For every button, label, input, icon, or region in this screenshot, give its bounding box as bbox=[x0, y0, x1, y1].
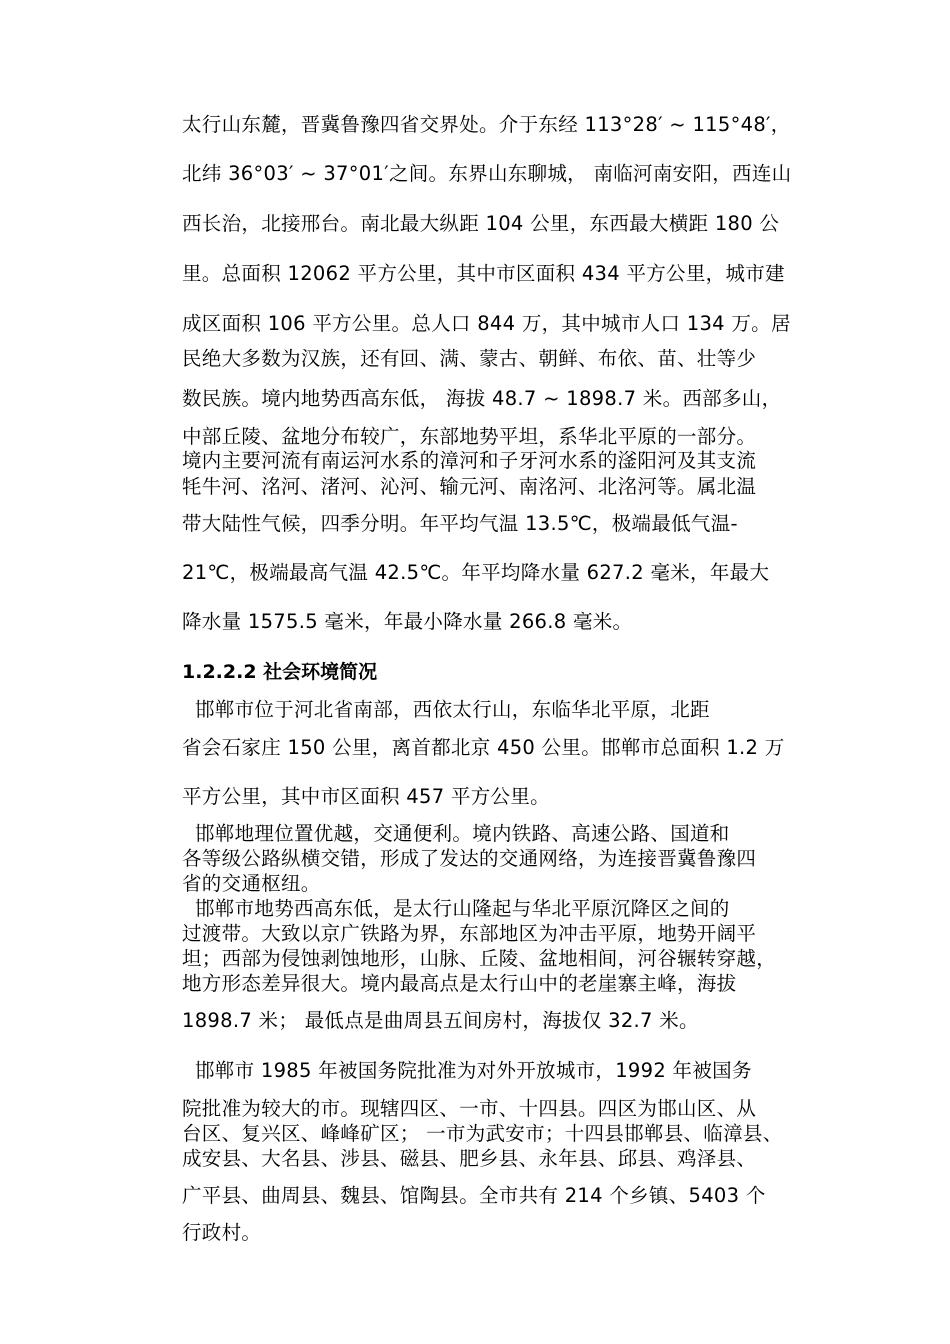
text-line: 邯郸市 1985 年被国务院批准为对外开放城市，1992 年被国务 bbox=[182, 1059, 752, 1082]
text-line: 西长治，北接邢台。南北最大纵距 104 公里，东西最大横距 180 公 bbox=[182, 212, 780, 235]
text-line: 广平县、曲周县、魏县、馆陶县。全市共有 214 个乡镇、5403 个 bbox=[182, 1184, 766, 1207]
text-line: 成安县、大名县、涉县、磁县、肥乡县、永年县、邱县、鸡泽县、 bbox=[182, 1147, 757, 1170]
text-line: 坦；西部为侵蚀剥蚀地形，山脉、丘陵、盆地相间，河谷辗转穿越， bbox=[182, 947, 777, 970]
text-line: 台区、复兴区、峰峰矿区； 一市为武安市；十四县邯郸县、临漳县、 bbox=[182, 1122, 783, 1145]
text-line: 牦牛河、洺河、渚河、沁河、输元河、南洺河、北洺河等。属北温 bbox=[182, 475, 757, 498]
text-line: 邯郸市地势西高东低，是太行山隆起与华北平原沉降区之间的 bbox=[182, 897, 730, 920]
text-line: 民绝大多数为汉族，还有回、满、蒙古、朝鲜、布依、苗、壮等少 bbox=[182, 347, 757, 370]
text-line: 带大陆性气候，四季分明。年平均气温 13.5℃，极端最低气温- bbox=[182, 512, 738, 535]
text-line: 21℃，极端最高气温 42.5℃。年平均降水量 627.2 毫米，年最大 bbox=[182, 561, 770, 584]
text-line: 太行山东麓，晋冀鲁豫四省交界处。介于东经 113°28′ ~ 115°48′， bbox=[182, 113, 791, 136]
text-line: 院批准为较大的市。现辖四区、一市、十四县。四区为邯山区、从 bbox=[182, 1097, 757, 1120]
text-line: 各等级公路纵横交错，形成了发达的交通网络，为连接晋冀鲁豫四 bbox=[182, 847, 757, 870]
text-line: 北纬 36°03′ ~ 37°01′之间。东界山东聊城， 南临河南安阳，西连山 bbox=[182, 162, 792, 185]
text-line: 中部丘陵、盆地分布较广，东部地势平坦，系华北平原的一部分。 bbox=[182, 425, 757, 448]
text-line: 邯郸市位于河北省南部，西依太行山，东临华北平原，北距 bbox=[182, 698, 710, 721]
text-line: 地方形态差异很大。境内最高点是太行山中的老崖寨主峰，海拔 bbox=[182, 972, 737, 995]
text-line: 成区面积 106 平方公里。总人口 844 万，其中城市人口 134 万。居 bbox=[182, 312, 791, 335]
text-line: 降水量 1575.5 毫米，年最小降水量 266.8 毫米。 bbox=[182, 610, 633, 633]
text-line: 里。总面积 12062 平方公里，其中市区面积 434 平方公里，城市建 bbox=[182, 262, 785, 285]
text-line: 省会石家庄 150 公里，离首都北京 450 公里。邯郸市总面积 1.2 万 bbox=[182, 736, 785, 759]
section-heading: 1.2.2.2 社会环境简况 bbox=[182, 661, 378, 683]
text-line: 行政村。 bbox=[182, 1221, 262, 1244]
text-line: 过渡带。大致以京广铁路为界，东部地区为冲击平原，地势开阔平 bbox=[182, 922, 757, 945]
text-line: 省的交通枢纽。 bbox=[182, 872, 321, 895]
text-line: 境内主要河流有南运河水系的漳河和子牙河水系的滏阳河及其支流 bbox=[182, 449, 757, 472]
text-line: 邯郸地理位置优越，交通便利。境内铁路、高速公路、国道和 bbox=[182, 822, 730, 845]
text-line: 数民族。境内地势西高东低， 海拔 48.7 ~ 1898.7 米。西部多山， bbox=[182, 387, 782, 410]
text-line: 平方公里，其中市区面积 457 平方公里。 bbox=[182, 785, 550, 808]
text-line: 1898.7 米； 最低点是曲周县五间房村，海拔仅 32.7 米。 bbox=[182, 1009, 699, 1032]
